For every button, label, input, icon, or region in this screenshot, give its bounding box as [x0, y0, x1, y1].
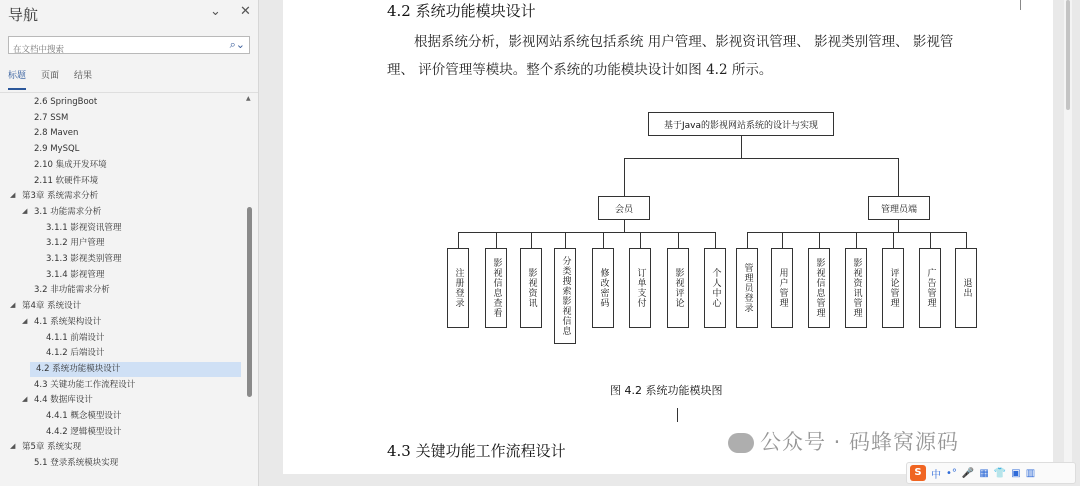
heading-4-3: 4.3 关键功能工作流程设计: [387, 442, 566, 460]
tab-results[interactable]: 结果: [74, 71, 93, 81]
connector-line: [747, 232, 967, 233]
member-node: 会员: [598, 196, 650, 220]
expand-triangle-icon[interactable]: ◢: [22, 316, 28, 325]
watermark-text: 公众号 · 码蜂窝源码: [760, 430, 960, 454]
connector-line: [966, 232, 967, 248]
member-module-node: [520, 248, 542, 328]
ime-lang-toggle[interactable]: 中: [931, 469, 941, 481]
member-module-node-label: 影视评论: [673, 268, 684, 308]
member-module-node-label: 影视信息查看: [491, 258, 502, 318]
nav-tree-item[interactable]: 第3章 系统需求分析: [22, 191, 99, 202]
nav-tree-item[interactable]: 2.8 Maven: [34, 128, 79, 139]
connector-line: [624, 158, 899, 159]
ime-keyboard-icon[interactable]: ▦: [979, 467, 989, 479]
nav-tree-item[interactable]: 4.1.2 后端设计: [46, 348, 105, 359]
nav-tree-item[interactable]: 4.3 关键功能工作流程设计: [34, 379, 136, 390]
admin-module-node-label: 评论管理: [888, 268, 899, 308]
tab-divider: [0, 92, 258, 93]
nav-tree-item[interactable]: 2.10 集成开发环境: [34, 159, 107, 170]
connector-line: [565, 232, 566, 248]
admin-module-node-label: 退出: [961, 278, 972, 298]
admin-module-node: [882, 248, 904, 328]
nav-tree-item[interactable]: 2.7 SSM: [34, 112, 69, 123]
nav-tree-item[interactable]: 2.11 软硬件环境: [34, 175, 99, 186]
nav-search-box[interactable]: [8, 36, 250, 54]
text-cursor: [677, 408, 678, 422]
admin-module-node: [736, 248, 758, 328]
ime-toolbar[interactable]: [906, 462, 1076, 484]
ime-punct-icon[interactable]: •°: [946, 467, 957, 479]
connector-line: [624, 220, 625, 232]
nav-tree-item[interactable]: 3.1.3 影视类别管理: [46, 254, 122, 264]
member-module-node: [485, 248, 507, 328]
connector-line: [678, 232, 679, 248]
nav-tree-item[interactable]: 4.4 数据库设计: [34, 395, 93, 406]
nav-tree-item[interactable]: 3.1.1 影视资讯管理: [46, 222, 122, 233]
connector-line: [893, 232, 894, 248]
admin-module-node: [919, 248, 941, 328]
expand-triangle-icon[interactable]: ◢: [22, 206, 28, 215]
ime-grid-icon[interactable]: ▥: [1025, 467, 1036, 479]
nav-scroll-thumb[interactable]: [247, 207, 252, 397]
nav-tree-item[interactable]: 3.1.2 用户管理: [46, 238, 105, 249]
connector-line: [930, 232, 931, 248]
member-module-node-label: 订单支付: [635, 268, 646, 308]
nav-tree-item[interactable]: 5.1 登录系统模块实现: [34, 458, 119, 469]
navigation-pane: [0, 0, 259, 486]
nav-options-chevron-icon[interactable]: ⌄: [210, 4, 221, 19]
expand-triangle-icon[interactable]: ◢: [10, 191, 16, 200]
document-scrollbar[interactable]: [1064, 0, 1072, 474]
nav-tree-item[interactable]: 第4章 系统设计: [22, 301, 82, 312]
nav-search-input[interactable]: [9, 43, 217, 57]
member-module-node-label: 分类搜索影视信息: [560, 256, 571, 336]
connector-line: [603, 232, 604, 248]
connector-line: [496, 232, 497, 248]
member-module-node: [704, 248, 726, 328]
page-margin-mark: [1020, 0, 1039, 10]
member-module-node: [554, 248, 576, 344]
admin-module-node-label: 影视资讯管理: [851, 258, 862, 318]
tab-pages[interactable]: 页面: [41, 71, 60, 81]
wechat-icon: [728, 433, 754, 453]
member-module-node-label: 修改密码: [598, 268, 609, 308]
admin-module-node-label: 用户管理: [777, 268, 788, 308]
expand-triangle-icon[interactable]: ◢: [10, 301, 16, 310]
member-module-node-label: 注册登录: [453, 268, 464, 308]
connector-line: [741, 136, 742, 158]
admin-module-node-label: 影视信息管理: [814, 258, 825, 318]
nav-tree-item[interactable]: 2.9 MySQL: [34, 144, 80, 155]
member-module-node-label: 个人中心: [710, 268, 721, 308]
tab-headings[interactable]: 标题: [8, 68, 26, 90]
expand-triangle-icon[interactable]: ◢: [10, 442, 16, 451]
root-node: 基于Java的影视网站系统的设计与实现: [648, 112, 834, 136]
admin-module-node: [955, 248, 977, 328]
nav-tree-item[interactable]: 3.1 功能需求分析: [34, 206, 102, 217]
admin-module-node: [771, 248, 793, 328]
body-paragraph: 根据系统分析，影视网站系统包括系统 用户管理、影视资讯管理、 影视类别管理、 影视管理、 评价管理等模块。整个系统的功能模块设计如图 4.2 所示。: [387, 34, 954, 78]
nav-tree-item[interactable]: 4.4.1 概念模型设计: [46, 411, 122, 421]
connector-line: [747, 232, 748, 248]
nav-tree-item[interactable]: 4.1.1 前端设计: [46, 332, 105, 343]
admin-module-node-label: 广告管理: [925, 268, 936, 308]
ime-mic-icon[interactable]: 🎤: [961, 467, 975, 479]
search-icon[interactable]: ⌕⌄: [229, 38, 245, 51]
nav-tree-item[interactable]: 4.4.2 逻辑模型设计: [46, 426, 122, 437]
ime-logo-icon[interactable]: S: [910, 465, 926, 481]
admin-module-node: [845, 248, 867, 328]
admin-node: 管理员端: [868, 196, 930, 220]
member-module-node: [447, 248, 469, 328]
connector-line: [856, 232, 857, 248]
nav-tabs: [8, 68, 92, 90]
figure-caption: 图 4.2 系统功能模块图: [610, 384, 723, 397]
nav-tree-item[interactable]: 4.2 系统功能模块设计: [30, 362, 241, 377]
nav-tree-item[interactable]: 4.1 系统架构设计: [34, 316, 102, 327]
member-module-node: [592, 248, 614, 328]
ime-skin-icon[interactable]: 👕: [993, 467, 1007, 479]
document-scroll-thumb[interactable]: [1066, 0, 1070, 110]
nav-tree-item[interactable]: 第5章 系统实现: [22, 442, 82, 453]
member-module-node-label: 影视资讯: [526, 268, 537, 308]
ime-toolbox-icon[interactable]: ▣: [1011, 467, 1021, 479]
member-module-node: [629, 248, 651, 328]
document-page: [283, 0, 1053, 474]
admin-module-node-label: 管理员登录: [742, 263, 753, 313]
watermark: [728, 426, 959, 456]
nav-tree-item[interactable]: 3.2 非功能需求分析: [34, 285, 110, 296]
nav-close-icon[interactable]: ✕: [240, 4, 251, 19]
connector-line: [531, 232, 532, 248]
scroll-up-arrow-icon[interactable]: ▲: [246, 95, 251, 102]
connector-line: [819, 232, 820, 248]
connector-line: [782, 232, 783, 248]
connector-line: [715, 232, 716, 248]
connector-line: [898, 220, 899, 232]
nav-tree-item[interactable]: 2.6 SpringBoot: [34, 97, 98, 107]
heading-4-2: 4.2 系统功能模块设计: [387, 2, 536, 20]
connector-line: [640, 232, 641, 248]
member-module-node: [667, 248, 689, 328]
connector-line: [458, 232, 459, 248]
nav-scrollbar[interactable]: [246, 95, 254, 485]
expand-triangle-icon[interactable]: ◢: [22, 395, 28, 404]
nav-tree-item[interactable]: 3.1.4 影视管理: [46, 269, 105, 280]
admin-module-node: [808, 248, 830, 328]
nav-title: 导航: [8, 6, 39, 24]
connector-line: [898, 158, 899, 196]
connector-line: [624, 158, 625, 196]
